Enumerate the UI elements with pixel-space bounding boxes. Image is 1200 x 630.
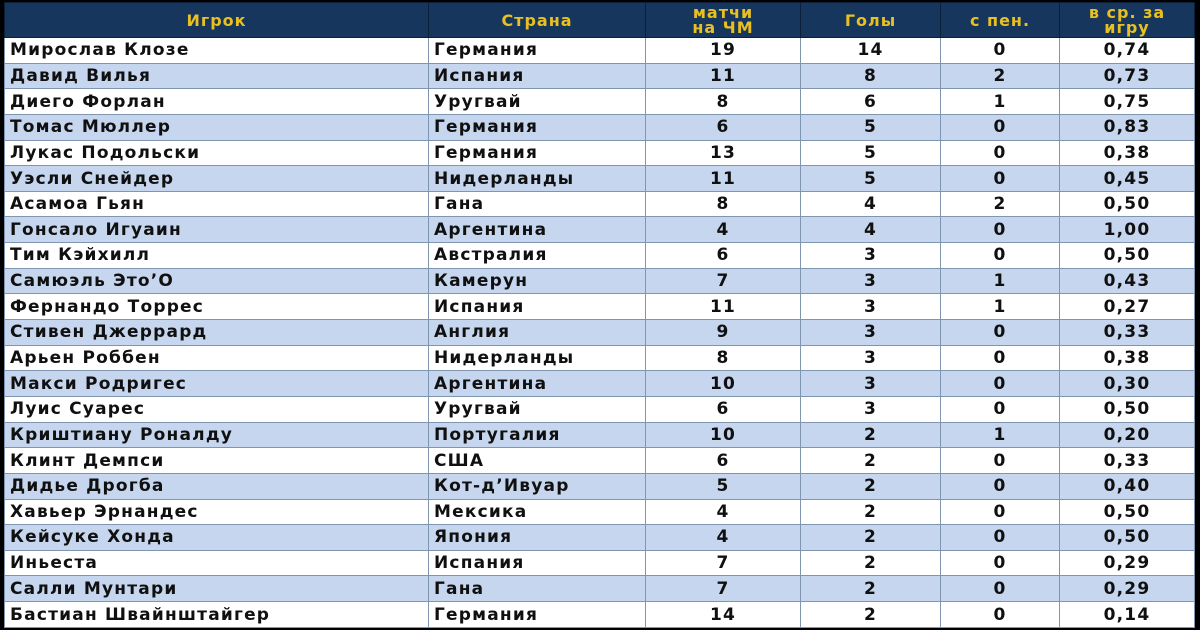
cell-player: Макси Родригес: [5, 371, 429, 397]
cell-penalties: 0: [941, 525, 1060, 551]
cell-average: 1,00: [1060, 217, 1195, 243]
cell-player: Луис Суарес: [5, 396, 429, 422]
cell-average: 0,50: [1060, 243, 1195, 269]
cell-country: Уругвай: [429, 396, 646, 422]
cell-average: 0,50: [1060, 499, 1195, 525]
table-row: [5, 38, 1195, 64]
cell-matches: 6: [646, 396, 801, 422]
cell-penalties: 0: [941, 243, 1060, 269]
header-goals: Голы: [801, 3, 941, 38]
table-row: [5, 499, 1195, 525]
cell-goals: 3: [801, 294, 941, 320]
cell-goals: 2: [801, 576, 941, 602]
cell-goals: 4: [801, 217, 941, 243]
cell-player: Лукас Подольски: [5, 140, 429, 166]
header-average-line2: игру: [1104, 18, 1150, 37]
cell-average: 0,50: [1060, 396, 1195, 422]
cell-country: Япония: [429, 525, 646, 551]
cell-goals: 2: [801, 550, 941, 576]
table-row: [5, 320, 1195, 346]
table-row: [5, 422, 1195, 448]
cell-goals: 5: [801, 114, 941, 140]
cell-matches: 4: [646, 217, 801, 243]
cell-goals: 2: [801, 448, 941, 474]
cell-matches: 8: [646, 191, 801, 217]
cell-player: Уэсли Снейдер: [5, 166, 429, 192]
cell-player: Бастиан Швайнштайгер: [5, 602, 429, 628]
cell-average: 0,14: [1060, 602, 1195, 628]
cell-player: Фернандо Торрес: [5, 294, 429, 320]
cell-matches: 9: [646, 320, 801, 346]
cell-matches: 7: [646, 550, 801, 576]
table-row: [5, 473, 1195, 499]
cell-goals: 5: [801, 166, 941, 192]
header-player: Игрок: [5, 3, 429, 38]
cell-matches: 6: [646, 243, 801, 269]
cell-player: Клинт Демпси: [5, 448, 429, 474]
cell-matches: 7: [646, 576, 801, 602]
cell-average: 0,33: [1060, 448, 1195, 474]
cell-goals: 14: [801, 38, 941, 64]
header-average: [1060, 3, 1195, 38]
cell-matches: 4: [646, 525, 801, 551]
cell-matches: 11: [646, 63, 801, 89]
table-row: [5, 550, 1195, 576]
header-country: Страна: [429, 3, 646, 38]
cell-country: Мексика: [429, 499, 646, 525]
cell-goals: 2: [801, 422, 941, 448]
table-header: [5, 3, 1195, 38]
cell-goals: 3: [801, 345, 941, 371]
cell-country: Англия: [429, 320, 646, 346]
header-matches-line2: на ЧМ: [692, 18, 754, 37]
cell-player: Иньеста: [5, 550, 429, 576]
cell-penalties: 1: [941, 89, 1060, 115]
cell-penalties: 2: [941, 191, 1060, 217]
cell-penalties: 0: [941, 499, 1060, 525]
table-body: [5, 38, 1195, 628]
cell-penalties: 0: [941, 166, 1060, 192]
table-row: [5, 576, 1195, 602]
table-row: [5, 268, 1195, 294]
table-row: [5, 89, 1195, 115]
table-row: [5, 166, 1195, 192]
cell-matches: 11: [646, 166, 801, 192]
cell-average: 0,50: [1060, 191, 1195, 217]
cell-country: Австралия: [429, 243, 646, 269]
scorers-table: [4, 2, 1195, 628]
cell-penalties: 0: [941, 345, 1060, 371]
cell-player: Криштиану Роналду: [5, 422, 429, 448]
cell-player: Гонсало Игуаин: [5, 217, 429, 243]
cell-goals: 3: [801, 243, 941, 269]
cell-matches: 11: [646, 294, 801, 320]
cell-matches: 10: [646, 371, 801, 397]
cell-player: Томас Мюллер: [5, 114, 429, 140]
cell-goals: 8: [801, 63, 941, 89]
cell-matches: 8: [646, 345, 801, 371]
cell-average: 0,38: [1060, 140, 1195, 166]
cell-player: Давид Вилья: [5, 63, 429, 89]
table-row: [5, 602, 1195, 628]
table-row: [5, 525, 1195, 551]
table-row: [5, 345, 1195, 371]
cell-average: 0,27: [1060, 294, 1195, 320]
cell-penalties: 1: [941, 422, 1060, 448]
cell-average: 0,43: [1060, 268, 1195, 294]
cell-penalties: 0: [941, 140, 1060, 166]
cell-average: 0,74: [1060, 38, 1195, 64]
cell-penalties: 0: [941, 371, 1060, 397]
cell-average: 0,45: [1060, 166, 1195, 192]
cell-country: Португалия: [429, 422, 646, 448]
cell-matches: 10: [646, 422, 801, 448]
cell-country: Аргентина: [429, 217, 646, 243]
header-matches-line1: матчи: [692, 3, 754, 22]
table-row: [5, 243, 1195, 269]
table-row: [5, 396, 1195, 422]
cell-average: 0,38: [1060, 345, 1195, 371]
cell-average: 0,33: [1060, 320, 1195, 346]
cell-penalties: 2: [941, 63, 1060, 89]
cell-country: Испания: [429, 294, 646, 320]
cell-country: Кот-д’Ивуар: [429, 473, 646, 499]
cell-goals: 4: [801, 191, 941, 217]
cell-player: Салли Мунтари: [5, 576, 429, 602]
cell-country: Камерун: [429, 268, 646, 294]
cell-penalties: 0: [941, 473, 1060, 499]
header-matches: [646, 3, 801, 38]
cell-average: 0,50: [1060, 525, 1195, 551]
cell-average: 0,75: [1060, 89, 1195, 115]
cell-penalties: 0: [941, 602, 1060, 628]
cell-average: 0,40: [1060, 473, 1195, 499]
cell-country: Испания: [429, 63, 646, 89]
cell-matches: 14: [646, 602, 801, 628]
cell-goals: 3: [801, 268, 941, 294]
cell-goals: 5: [801, 140, 941, 166]
cell-country: Аргентина: [429, 371, 646, 397]
cell-country: Германия: [429, 602, 646, 628]
cell-matches: 13: [646, 140, 801, 166]
cell-player: Самюэль Это’О: [5, 268, 429, 294]
cell-country: Германия: [429, 114, 646, 140]
cell-goals: 3: [801, 371, 941, 397]
cell-player: Дидье Дрогба: [5, 473, 429, 499]
cell-country: Германия: [429, 140, 646, 166]
cell-country: США: [429, 448, 646, 474]
cell-matches: 5: [646, 473, 801, 499]
cell-country: Испания: [429, 550, 646, 576]
cell-player: Асамоа Гьян: [5, 191, 429, 217]
cell-penalties: 0: [941, 114, 1060, 140]
cell-matches: 7: [646, 268, 801, 294]
cell-country: Гана: [429, 191, 646, 217]
cell-average: 0,29: [1060, 576, 1195, 602]
table-row: [5, 448, 1195, 474]
cell-country: Уругвай: [429, 89, 646, 115]
cell-country: Германия: [429, 38, 646, 64]
table-row: [5, 371, 1195, 397]
cell-player: Тим Кэйхилл: [5, 243, 429, 269]
cell-average: 0,20: [1060, 422, 1195, 448]
cell-average: 0,83: [1060, 114, 1195, 140]
cell-penalties: 0: [941, 320, 1060, 346]
cell-matches: 8: [646, 89, 801, 115]
cell-goals: 3: [801, 320, 941, 346]
cell-penalties: 0: [941, 217, 1060, 243]
cell-average: 0,29: [1060, 550, 1195, 576]
table-row: [5, 294, 1195, 320]
cell-matches: 6: [646, 448, 801, 474]
cell-player: Кейсуке Хонда: [5, 525, 429, 551]
table-row: [5, 140, 1195, 166]
cell-country: Гана: [429, 576, 646, 602]
table-row: [5, 114, 1195, 140]
cell-country: Нидерланды: [429, 166, 646, 192]
table-row: [5, 217, 1195, 243]
cell-average: 0,30: [1060, 371, 1195, 397]
cell-player: Хавьер Эрнандес: [5, 499, 429, 525]
cell-goals: 2: [801, 499, 941, 525]
cell-penalties: 1: [941, 268, 1060, 294]
cell-player: Диего Форлан: [5, 89, 429, 115]
cell-goals: 2: [801, 602, 941, 628]
cell-goals: 3: [801, 396, 941, 422]
cell-penalties: 0: [941, 550, 1060, 576]
cell-goals: 2: [801, 525, 941, 551]
cell-goals: 2: [801, 473, 941, 499]
header-row: [5, 3, 1195, 38]
cell-goals: 6: [801, 89, 941, 115]
header-average-line1: в ср. за: [1088, 3, 1166, 22]
cell-player: Арьен Роббен: [5, 345, 429, 371]
cell-average: 0,73: [1060, 63, 1195, 89]
cell-penalties: 0: [941, 576, 1060, 602]
cell-matches: 19: [646, 38, 801, 64]
table-row: [5, 191, 1195, 217]
cell-penalties: 1: [941, 294, 1060, 320]
table-row: [5, 63, 1195, 89]
cell-player: Мирослав Клозе: [5, 38, 429, 64]
cell-penalties: 0: [941, 396, 1060, 422]
cell-matches: 6: [646, 114, 801, 140]
cell-penalties: 0: [941, 448, 1060, 474]
header-penalties: с пен.: [941, 3, 1060, 38]
cell-player: Стивен Джеррард: [5, 320, 429, 346]
cell-country: Нидерланды: [429, 345, 646, 371]
cell-matches: 4: [646, 499, 801, 525]
cell-penalties: 0: [941, 38, 1060, 64]
